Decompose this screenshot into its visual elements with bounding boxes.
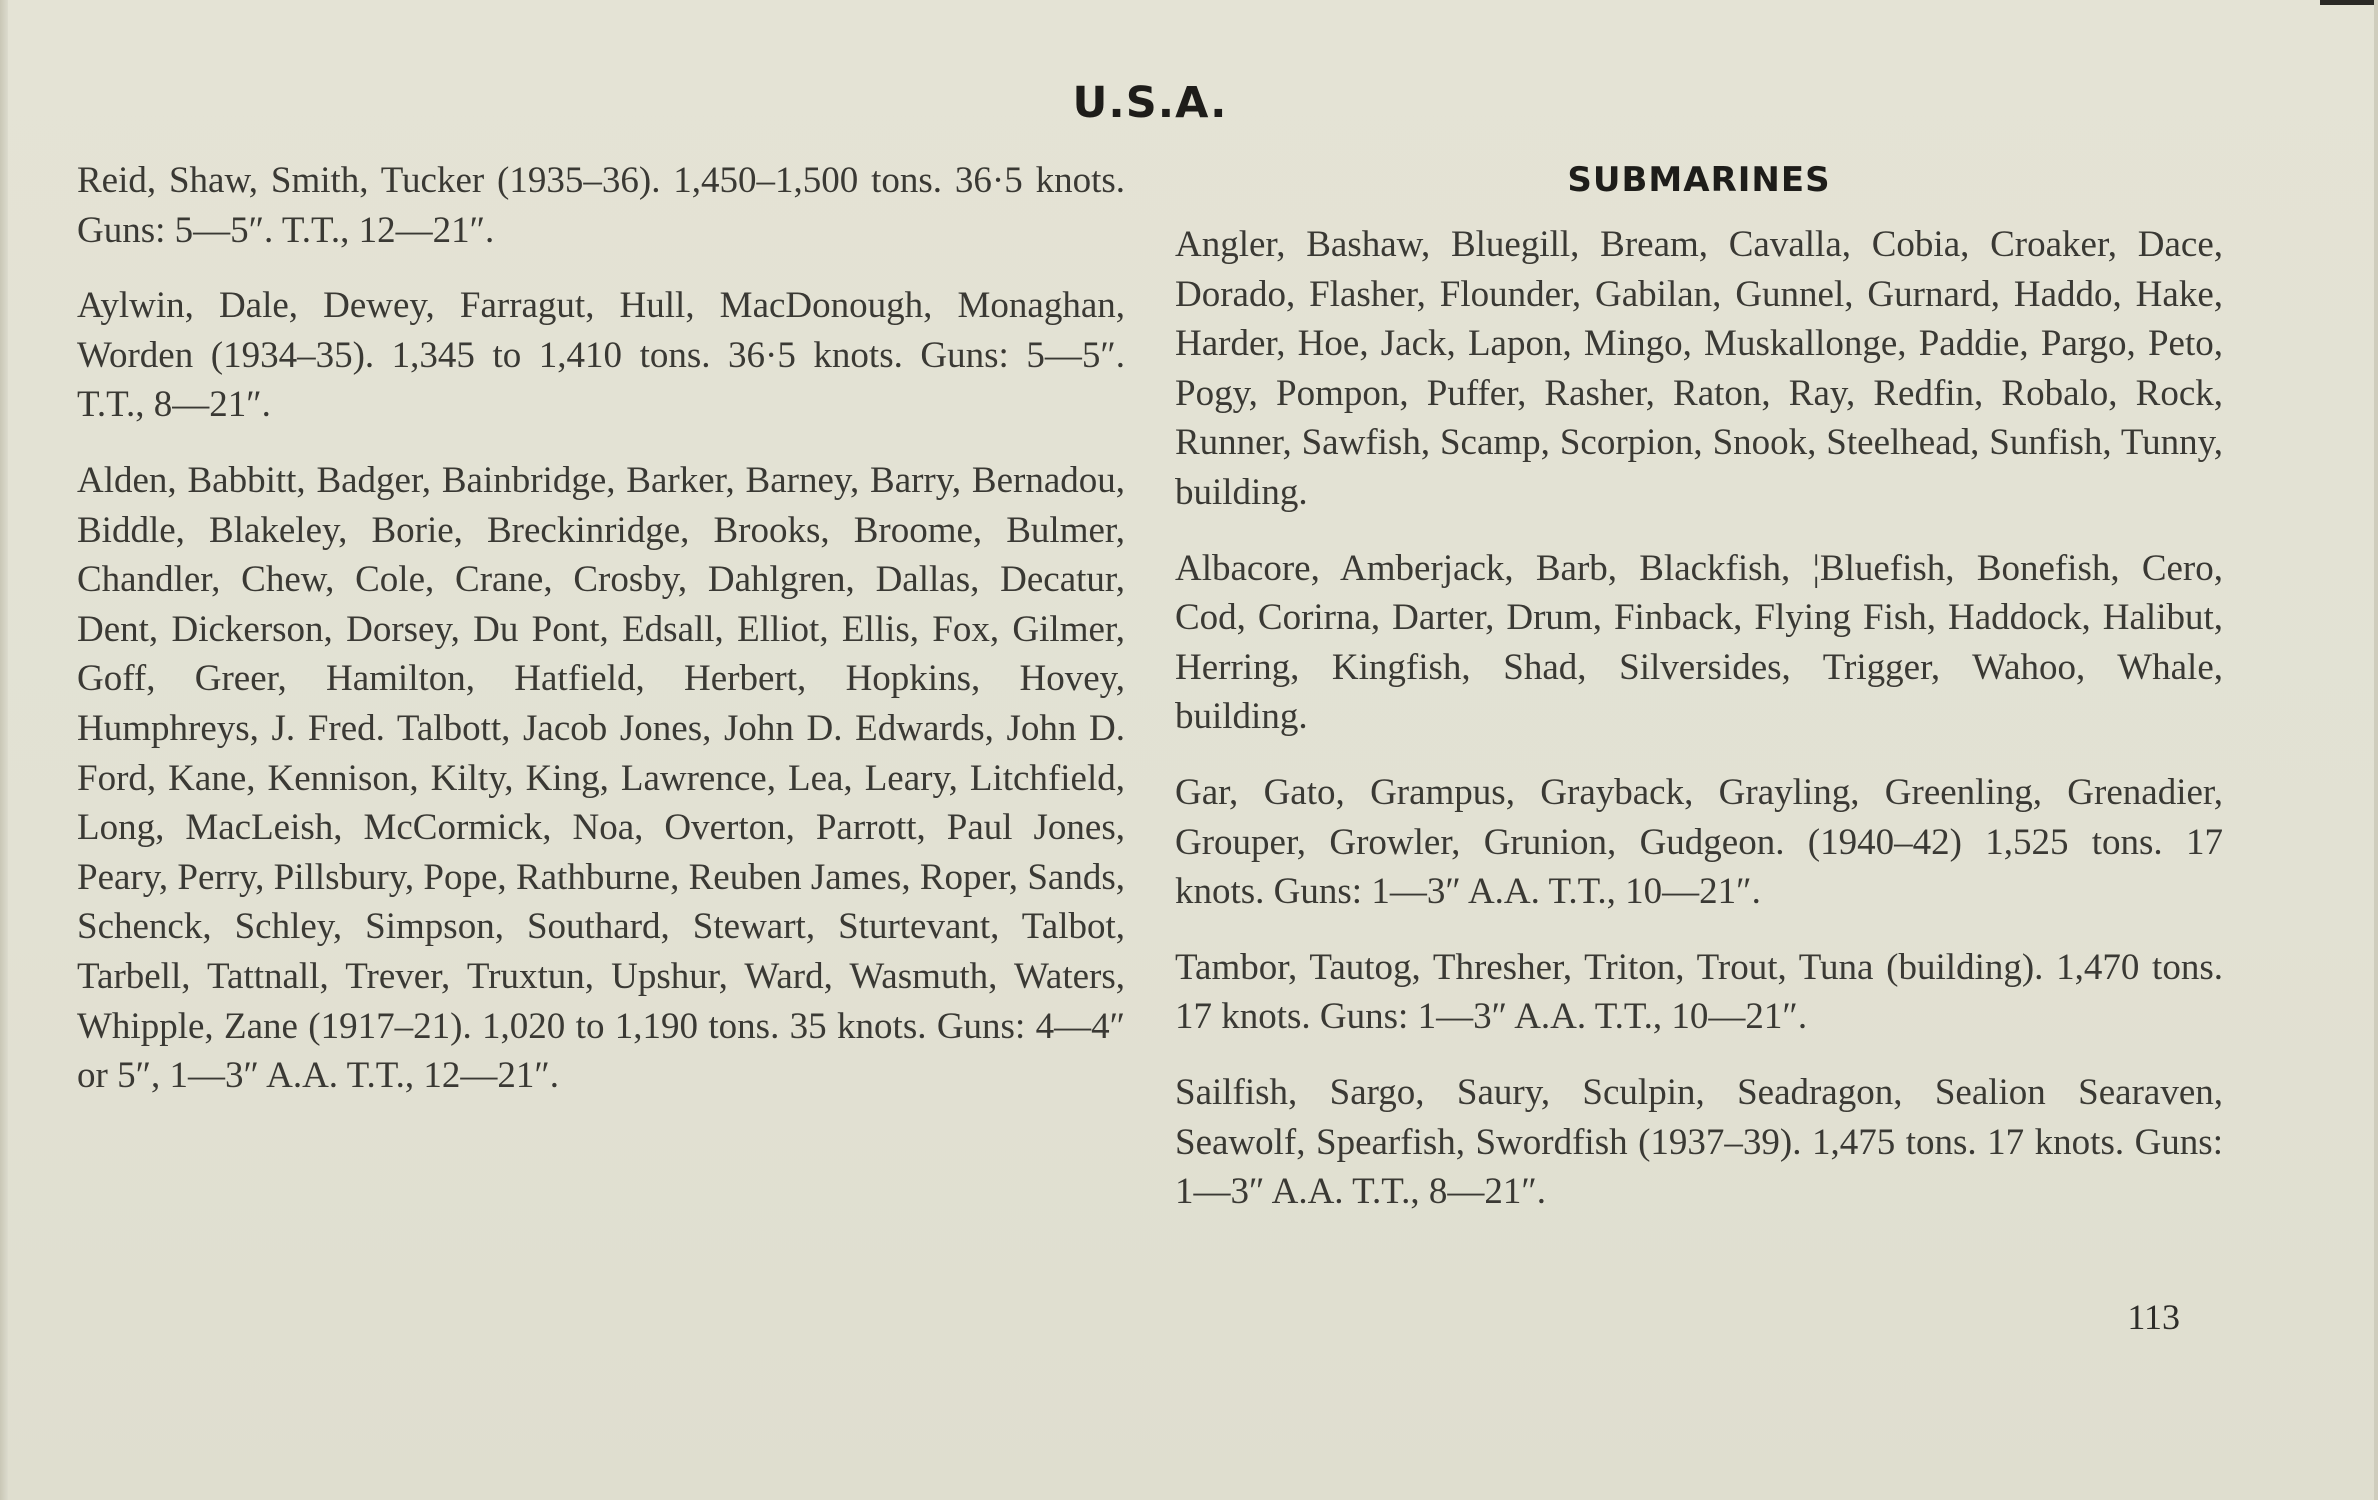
section-title-submarines: SUBMARINES xyxy=(1567,160,1831,200)
paragraph-tambor-class: Tambor, Tautog, Thresher, Triton, Trout, Tuna (building). 1,470 tons. 17 knots. Guns: 1—3″ A.A. T.T., 10—21″. xyxy=(1175,946,2223,1038)
paragraph-reid-class: Reid, Shaw, Smith, Tucker (1935–36). 1,450–1,500 tons. 36·5 knots. Guns: 5—5″. T.T., 12—21″. xyxy=(77,160,1125,251)
right-column xyxy=(1175,160,2223,1243)
page-heading: U.S.A. xyxy=(1072,78,1228,128)
page-corner-shadow xyxy=(2320,0,2378,5)
page-left-edge xyxy=(0,0,8,1500)
paragraph-gar-class: Gar, Gato, Grampus, Grayback, Grayling, Greenling, Grenadier, Grouper, Growler, Grunion, Gudgeon. (1940–42) 1,525 tons. 17 knots. Guns: 1—3″ A.A. T.T., 10—21″. xyxy=(1175,771,2223,913)
paragraph-flush-deck-destroyers: Alden, Babbitt, Badger, Bainbridge, Barker, Barney, Barry, Bernadou, Biddle, Blakeley, Borie, Breckinridge, Brooks, Broome, Bulmer, Chandler, Chew, Cole, Crane, Crosby, Dahlgren, Dallas, Decatur, Dent, Dickerson, Dorsey, Du Pont, Edsall, Elliot, Ellis, Fox, Gilmer, Goff, Greer, Hamilton, Hatfield, Herbert, Hopkins, Hovey, Humphreys, J. Fred. Talbott, Jacob Jones, John D. Edwards, John D. Ford, Kane, Kennison, Kilty, King, Lawrence, Lea, Leary, Litchfield, Long, MacLeish, McCormick, Noa, Overton, Parrott, Paul Jones, Peary, Perry, Pillsbury, Pope, Rathburne, Reuben James, Roper, Sands, Schenck, Schley, Simpson, Southard, Stewart, Sturtevant, Talbot, Tarbell, Tattnall, Trever, Truxtun, Upshur, Ward, Wasmuth, Waters, Whipple, Zane (1917–21). 1,020 to 1,190 tons. 35 knots. Guns: 4—4″ or 5″, 1—3″ A.A. T.T., 12—21″. xyxy=(77,459,1125,1097)
left-column xyxy=(77,156,1125,1127)
paragraph-submarines-building-1: Angler, Bashaw, Bluegill, Bream, Cavalla, Cobia, Croaker, Dace, Dorado, Flasher, Flounder, Gabilan, Gunnel, Gurnard, Haddo, Hake, Harder, Hoe, Jack, Lapon, Mingo, Muskallonge, Paddie, Pargo, Peto, Pogy, Pompon, Puffer, Rasher, Raton, Ray, Redfin, Robalo, Rock, Runner, Sawfish, Scamp, Scorpion, Snook, Steelhead, Sunfish, Tunny, building. xyxy=(1175,224,2223,513)
paragraph-submarines-building-2: Albacore, Amberjack, Barb, Blackfish, ¦Bluefish, Bonefish, Cero, Cod, Corirna, Darter, Drum, Finback, Flying Fish, Haddock, Halibut, Herring, Kingfish, Shad, Silversides, Trigger, Wahoo, Whale, building. xyxy=(1175,547,2223,738)
paragraph-farragut-class: Aylwin, Dale, Dewey, Farragut, Hull, MacDonough, Monaghan, Worden (1934–35). 1,345 to 1,410 tons. 36·5 knots. Guns: 5—5″. T.T., 8—21″. xyxy=(77,285,1125,426)
paragraph-sargo-class: Sailfish, Sargo, Saury, Sculpin, Seadragon, Sealion Searaven, Seawolf, Spearfish, Swordfish (1937–39). 1,475 tons. 17 knots. Guns: 1—3″ A.A. T.T., 8—21″. xyxy=(1175,1071,2223,1213)
page-right-edge xyxy=(2374,0,2378,1500)
page-number: 113 xyxy=(2127,1297,2180,1337)
